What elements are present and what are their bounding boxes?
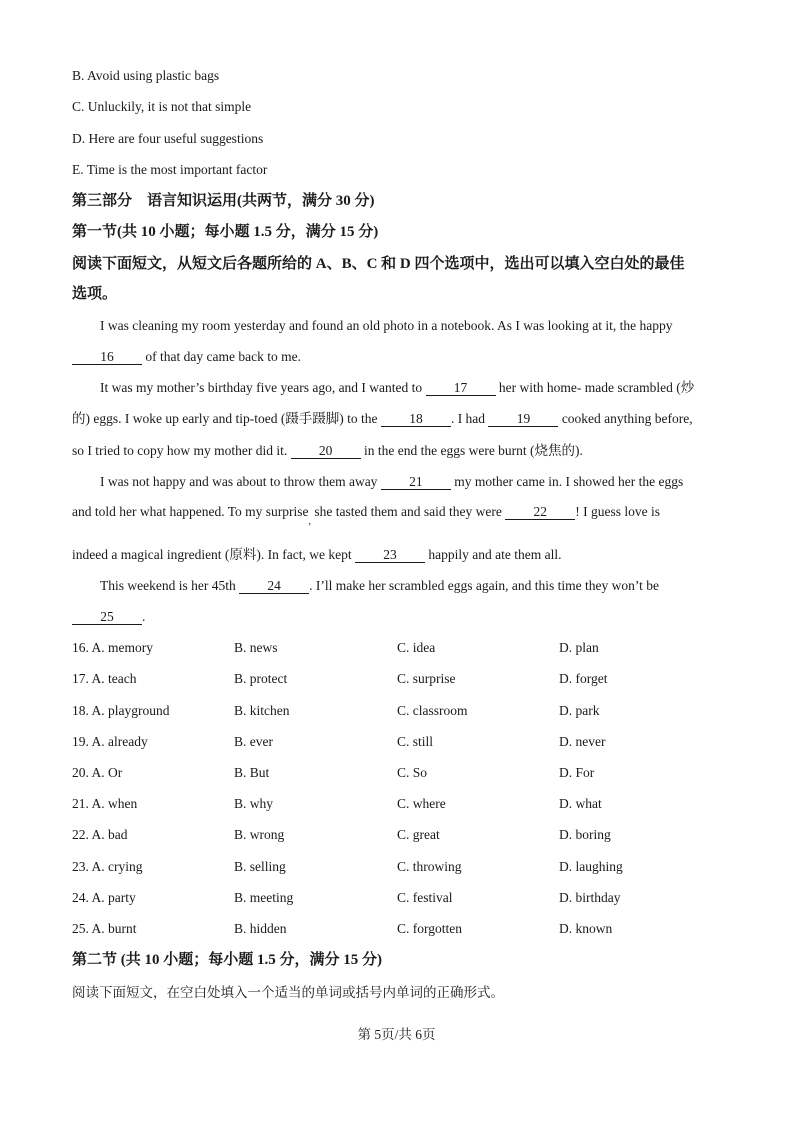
blank-18: 18 <box>381 412 451 427</box>
section1-instructions-line1: 阅读下面短文，从短文后各题所给的 A、B、C 和 D 四个选项中，选出可以填入空白处的最佳 <box>72 256 685 272</box>
option-d: D. Here are four useful suggestions <box>72 131 264 146</box>
blank-17: 17 <box>426 381 496 396</box>
option-b: B. Avoid using plastic bags <box>72 68 220 83</box>
blank-16: 16 <box>72 350 142 365</box>
passage-line: I was not happy and was about to throw them away 21 my mother came in. I showed her the eggs <box>100 474 684 489</box>
question-row: 20. A. Or B. But C. So D. For <box>72 765 595 780</box>
passage-line: and told her what happened. To my surprise$_,$ she tasted them and said they were 22 ! I guess love is <box>72 504 660 527</box>
question-row: 19. A. already B. ever C. still D. never <box>72 734 606 749</box>
blank-24: 24 <box>239 579 309 594</box>
part3-title: 第三部分 语言知识运用(共两节，满分 30 分) <box>72 193 375 209</box>
question-row: 22. A. bad B. wrong C. great D. boring <box>72 827 611 842</box>
blank-21: 21 <box>381 475 451 490</box>
blank-23: 23 <box>355 548 425 563</box>
question-row: 24. A. party B. meeting C. festival D. birthday <box>72 890 621 905</box>
question-row: 16. A. memory B. news C. idea D. plan <box>72 640 599 655</box>
passage-line: It was my mother’s birthday five years ago, and I wanted to 17 her with home- made scrambled (炒 <box>100 380 695 395</box>
passage-line: indeed a magical ingredient (原料). In fact, we kept 23 happily and ate them all. <box>72 547 562 562</box>
question-row: 23. A. crying B. selling C. throwing D. laughing <box>72 859 623 874</box>
passage-line: 的) eggs. I woke up early and tip-toed (蹑手蹑脚) to the 18 . I had 19 cooked anything before, <box>72 411 693 426</box>
passage-line: 16 of that day came back to me. <box>72 349 301 365</box>
passage-line: so I tried to copy how my mother did it. 20 in the end the eggs were burnt (烧焦的). <box>72 443 583 458</box>
section2-instructions: 阅读下面短文，在空白处填入一个适当的单词或括号内单词的正确形式。 <box>72 985 504 1000</box>
passage-line: This weekend is her 45th 24 . I’ll make her scrambled eggs again, and this time they won’t be <box>100 578 659 593</box>
question-row: 18. A. playground B. kitchen C. classroom D. park <box>72 703 600 718</box>
section1-title: 第一节(共 10 小题；每小题 1.5 分，满分 15 分) <box>72 224 379 240</box>
question-row: 25. A. burnt B. hidden C. forgotten D. known <box>72 921 613 936</box>
question-row: 17. A. teach B. protect C. surprise D. forget <box>72 671 608 686</box>
option-e: E. Time is the most important factor <box>72 162 268 177</box>
section1-instructions-line2: 选项。 <box>72 286 118 302</box>
blank-19: 19 <box>488 412 558 427</box>
passage-line: I was cleaning my room yesterday and found an old photo in a notebook. As I was looking at it, the happy <box>100 318 673 333</box>
blank-20: 20 <box>291 444 361 459</box>
blank-25: 25 <box>72 610 142 625</box>
section2-title: 第二节 (共 10 小题；每小题 1.5 分，满分 15 分) <box>72 952 382 968</box>
passage-line: 25 . <box>72 609 145 625</box>
page-indicator: 第 5页/共 6页 <box>357 1027 436 1042</box>
question-row: 21. A. when B. why C. where D. what <box>72 796 602 811</box>
blank-22: 22 <box>505 505 575 520</box>
option-c: C. Unluckily, it is not that simple <box>72 99 252 114</box>
